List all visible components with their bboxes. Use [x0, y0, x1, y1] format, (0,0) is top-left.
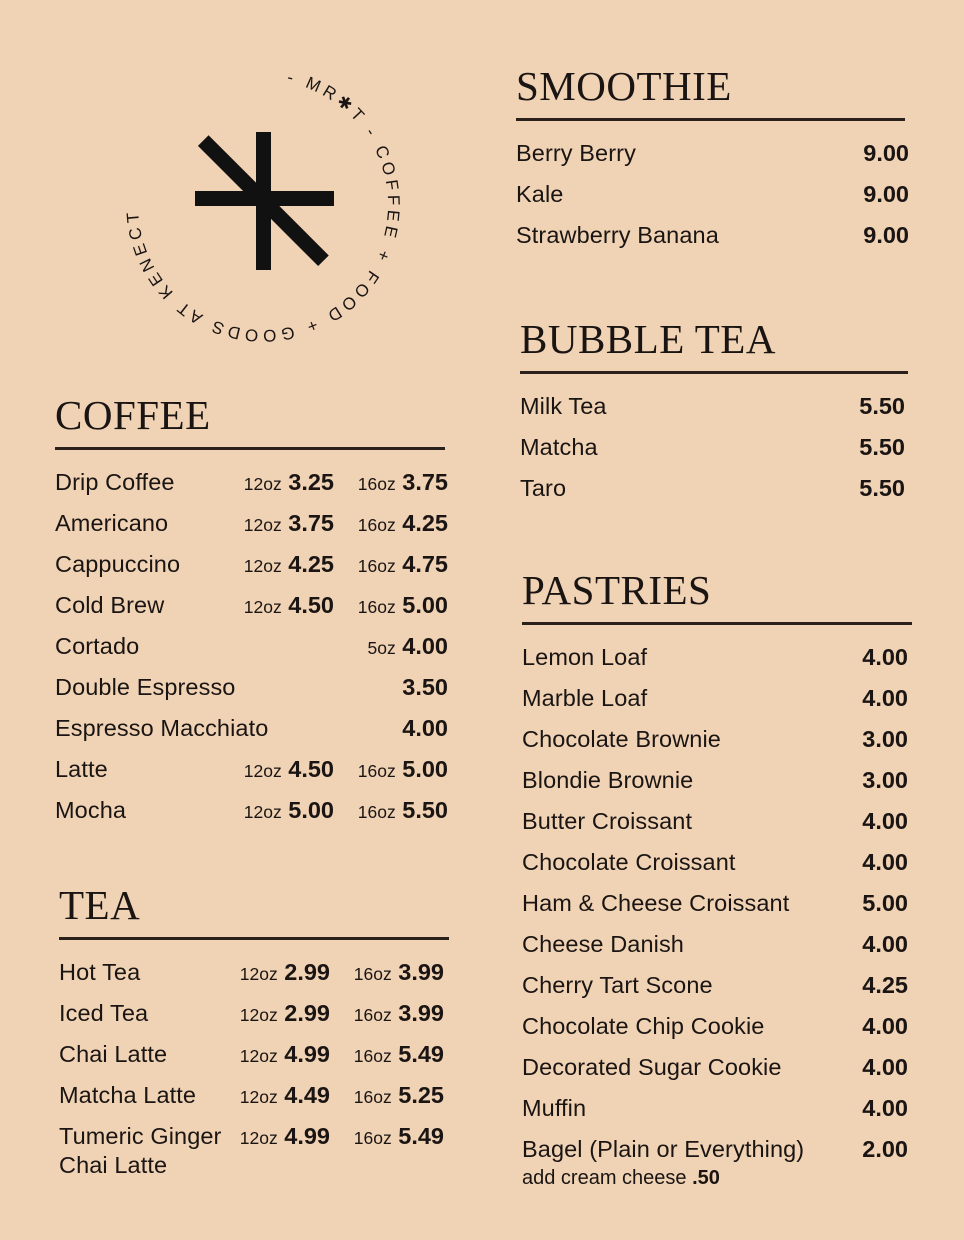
menu-row-smoothie	[516, 139, 909, 180]
item-name-line: Double Espresso	[55, 674, 236, 700]
price: 3.99	[398, 959, 444, 985]
item-name	[55, 468, 175, 496]
price: 9.00	[863, 222, 909, 248]
price: 4.00	[862, 1013, 908, 1039]
item-name: Butter Croissant	[522, 808, 693, 834]
price: 3.75	[402, 469, 448, 495]
item-price	[862, 643, 908, 671]
menu-row-pastry	[522, 930, 908, 971]
item-name: Ham & Cheese Croissant	[522, 890, 790, 916]
price: 4.25	[862, 972, 908, 998]
size-label: 16oz	[353, 1005, 392, 1025]
addon-label: add cream cheese	[522, 1167, 687, 1189]
price: 5.00	[402, 756, 448, 782]
item-name-line: Matcha Latte	[59, 1082, 197, 1108]
item-name: Marble Loaf	[522, 685, 648, 711]
item-name: Lemon Loaf	[522, 644, 648, 670]
item-price	[863, 139, 909, 167]
menu-row-coffee	[55, 714, 448, 755]
price: 9.00	[863, 140, 909, 166]
item-name-line: Latte	[55, 756, 108, 782]
size-label: 16oz	[353, 1128, 392, 1148]
menu-row-pastry	[522, 889, 908, 930]
menu-row-coffee	[55, 509, 448, 550]
size-label: 16oz	[357, 597, 396, 617]
item-price	[859, 392, 905, 420]
section-title-bubble-tea: BUBBLE TEA	[520, 319, 908, 374]
price: 4.49	[284, 1082, 330, 1108]
small-size-price	[240, 1081, 330, 1111]
item-price	[862, 889, 908, 917]
item-name-line: Cappuccino	[55, 551, 181, 577]
price: 2.99	[284, 959, 330, 985]
price: 4.25	[402, 510, 448, 536]
menu-row-bubble-tea	[520, 433, 905, 474]
size-label: 12oz	[239, 1087, 278, 1107]
item-name: Decorated Sugar Cookie	[522, 1054, 782, 1080]
item-name	[59, 1081, 196, 1109]
item-price	[862, 848, 908, 876]
large-size-price	[402, 673, 448, 701]
small-size-price	[244, 796, 334, 826]
item-name-line: Hot Tea	[59, 959, 141, 985]
price: 4.00	[862, 644, 908, 670]
section-title-smoothie: SMOOTHIE	[516, 66, 905, 121]
size-label: 16oz	[353, 1087, 392, 1107]
item-name-line: Iced Tea	[59, 1000, 149, 1026]
menu-row-pastry	[522, 1012, 908, 1053]
small-size-price	[240, 999, 330, 1029]
price: 5.50	[859, 475, 905, 501]
size-label: 12oz	[243, 515, 282, 535]
size-label: 16oz	[357, 556, 396, 576]
logo-ring-text: - MR✱T - COFFEE + FOOD + GOODS AT KENECT	[122, 67, 404, 346]
price: 4.50	[288, 756, 334, 782]
item-addon-note	[522, 1164, 720, 1192]
menu-row-bubble-tea	[520, 474, 905, 515]
menu-row-smoothie	[516, 180, 909, 221]
price: 4.99	[284, 1123, 330, 1149]
price: 4.00	[862, 1095, 908, 1121]
item-name: Muffin	[522, 1095, 587, 1121]
brand-logo	[118, 60, 408, 350]
item-name	[55, 673, 235, 701]
large-size-price	[354, 999, 444, 1029]
size-label: 12oz	[239, 1046, 278, 1066]
item-price	[862, 807, 908, 835]
large-size-price	[358, 591, 448, 621]
item-name: Blondie Brownie	[522, 767, 694, 793]
size-label: 16oz	[357, 761, 396, 781]
item-name: Chocolate Croissant	[522, 849, 736, 875]
large-size-price	[358, 509, 448, 539]
asterisk-logo-icon	[118, 60, 408, 350]
item-price	[859, 433, 905, 461]
large-size-price	[354, 1122, 444, 1152]
menu-row-pastry	[522, 971, 908, 1012]
menu-row-smoothie	[516, 221, 909, 262]
item-price	[863, 221, 909, 249]
price: 3.99	[398, 1000, 444, 1026]
small-size-price	[244, 550, 334, 580]
size-label: 16oz	[357, 802, 396, 822]
bubble-tea-section	[520, 316, 905, 515]
item-name	[55, 796, 126, 824]
size-label: 16oz	[353, 964, 392, 984]
item-name	[59, 958, 140, 986]
section-title-tea: TEA	[59, 885, 449, 940]
menu-row-coffee	[55, 673, 448, 714]
price: 5.00	[288, 797, 334, 823]
menu-row-coffee	[55, 550, 448, 591]
item-name	[59, 1040, 167, 1068]
menu-row-pastry	[522, 643, 908, 684]
price: 4.00	[402, 633, 448, 659]
item-price	[863, 180, 909, 208]
menu-row-coffee	[55, 755, 448, 796]
item-price	[862, 766, 908, 794]
menu-row-pastry	[522, 1053, 908, 1094]
item-price	[862, 1094, 908, 1122]
large-size-price	[354, 1040, 444, 1070]
item-name: Berry Berry	[516, 140, 636, 166]
menu-row-coffee	[55, 796, 448, 837]
menu-row-tea	[59, 958, 444, 999]
price: 5.00	[862, 890, 908, 916]
price: 4.00	[862, 931, 908, 957]
item-name: Matcha	[520, 434, 598, 460]
item-name	[55, 509, 168, 537]
large-size-price	[358, 550, 448, 580]
size-label: 12oz	[243, 597, 282, 617]
menu-row-pastry	[522, 1094, 908, 1135]
item-name: Chocolate Chip Cookie	[522, 1013, 765, 1039]
item-name: Strawberry Banana	[516, 222, 719, 248]
item-name-line: Tumeric Ginger	[59, 1123, 222, 1149]
large-size-price	[358, 755, 448, 785]
item-price	[862, 1012, 908, 1040]
price: 3.75	[288, 510, 334, 536]
small-size-price	[244, 591, 334, 621]
item-name-line: Chai Latte	[59, 1041, 168, 1067]
item-name-line: Americano	[55, 510, 169, 536]
price: 3.50	[402, 674, 448, 700]
item-name: Cherry Tart Scone	[522, 972, 713, 998]
menu-row-coffee	[55, 632, 448, 673]
price: 2.99	[284, 1000, 330, 1026]
price: 4.00	[402, 715, 448, 741]
price: 4.50	[288, 592, 334, 618]
menu-row-pastry	[522, 1135, 908, 1189]
price: 4.99	[284, 1041, 330, 1067]
large-size-price	[354, 1081, 444, 1111]
item-price	[862, 1135, 908, 1163]
price: 9.00	[863, 181, 909, 207]
menu-row-tea	[59, 1081, 444, 1122]
small-size-price	[240, 1040, 330, 1070]
addon-price: .50	[692, 1167, 720, 1189]
menu-row-tea	[59, 1122, 444, 1178]
size-label: 12oz	[243, 474, 282, 494]
item-name-line: Drip Coffee	[55, 469, 175, 495]
item-name-line: Mocha	[55, 797, 127, 823]
price: 5.50	[859, 434, 905, 460]
size-label: 12oz	[239, 964, 278, 984]
menu-row-coffee	[55, 591, 448, 632]
menu-row-pastry	[522, 848, 908, 889]
item-name	[55, 591, 164, 619]
smoothie-section	[516, 63, 909, 262]
item-name-line: Chai Latte	[59, 1152, 168, 1178]
tea-section	[59, 882, 444, 1178]
price: 4.25	[288, 551, 334, 577]
item-name-line: Cortado	[55, 633, 140, 659]
large-size-price	[368, 632, 449, 662]
item-name: Bagel (Plain or Everything)	[522, 1136, 805, 1162]
item-name: Cheese Danish	[522, 931, 684, 957]
size-label: 16oz	[357, 515, 396, 535]
item-name: Kale	[516, 181, 564, 207]
price: 4.00	[862, 685, 908, 711]
item-name: Taro	[520, 475, 567, 501]
item-price	[859, 474, 905, 502]
price: 4.75	[402, 551, 448, 577]
size-label: 12oz	[239, 1005, 278, 1025]
item-price	[862, 684, 908, 712]
menu-row-bubble-tea	[520, 392, 905, 433]
size-label: 12oz	[243, 802, 282, 822]
item-name-line: Espresso Macchiato	[55, 715, 269, 741]
size-label: 12oz	[243, 761, 282, 781]
section-title-pastries: PASTRIES	[522, 570, 912, 625]
price: 3.25	[288, 469, 334, 495]
large-size-price	[354, 958, 444, 988]
menu-row-pastry	[522, 684, 908, 725]
item-price	[862, 1053, 908, 1081]
item-price	[862, 971, 908, 999]
large-size-price	[402, 714, 448, 742]
price: 5.50	[402, 797, 448, 823]
menu-row-pastry	[522, 725, 908, 766]
price: 2.00	[862, 1136, 908, 1162]
size-label: 16oz	[353, 1046, 392, 1066]
item-price	[862, 930, 908, 958]
price: 5.50	[859, 393, 905, 419]
item-name-line: Cold Brew	[55, 592, 165, 618]
small-size-price	[240, 1122, 330, 1152]
item-name	[55, 632, 139, 660]
price: 5.00	[402, 592, 448, 618]
item-name	[59, 999, 148, 1027]
price: 5.49	[398, 1041, 444, 1067]
menu-row-coffee	[55, 468, 448, 509]
menu-row-pastry	[522, 807, 908, 848]
item-name: Chocolate Brownie	[522, 726, 721, 752]
item-name	[55, 550, 180, 578]
price: 4.00	[862, 1054, 908, 1080]
price: 4.00	[862, 849, 908, 875]
pastries-section	[522, 567, 908, 1189]
item-name	[59, 1122, 221, 1180]
small-size-price	[244, 755, 334, 785]
price: 3.00	[862, 726, 908, 752]
large-size-price	[358, 468, 448, 498]
menu-row-tea	[59, 1040, 444, 1081]
price: 4.00	[862, 808, 908, 834]
small-size-price	[244, 509, 334, 539]
size-label: 12oz	[243, 556, 282, 576]
item-name: Milk Tea	[520, 393, 607, 419]
menu-row-tea	[59, 999, 444, 1040]
large-size-price	[358, 796, 448, 826]
item-price	[862, 725, 908, 753]
price: 5.25	[398, 1082, 444, 1108]
price: 3.00	[862, 767, 908, 793]
small-size-price	[240, 958, 330, 988]
price: 5.49	[398, 1123, 444, 1149]
item-name	[55, 714, 268, 742]
section-title-coffee: COFFEE	[55, 395, 445, 450]
small-size-price	[244, 468, 334, 498]
size-label: 5oz	[367, 638, 396, 658]
size-label: 16oz	[357, 474, 396, 494]
coffee-section	[55, 392, 448, 837]
item-name	[55, 755, 108, 783]
size-label: 12oz	[239, 1128, 278, 1148]
menu-row-pastry	[522, 766, 908, 807]
